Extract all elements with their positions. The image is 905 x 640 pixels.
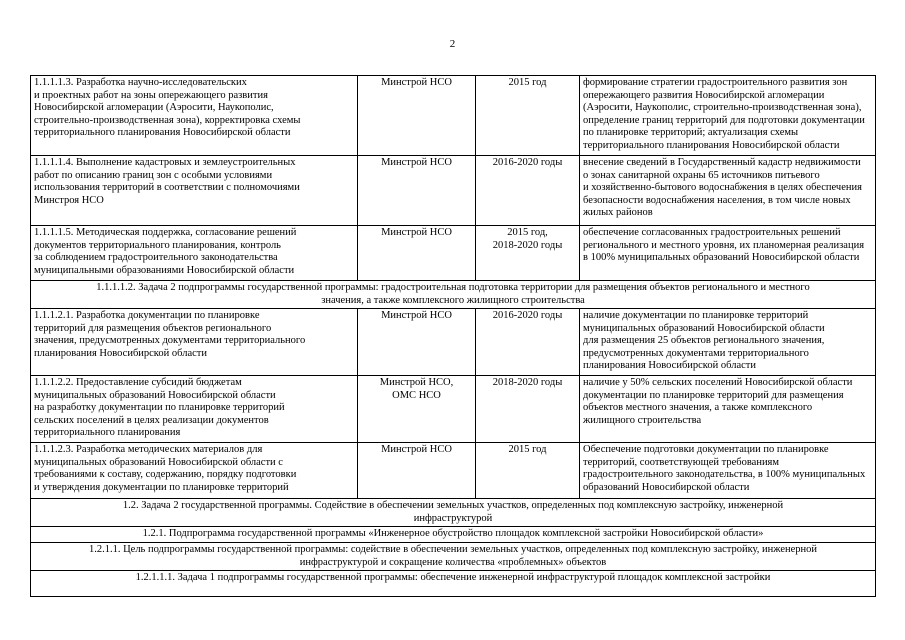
activity-cell: 1.1.1.2.1. Разработка документации по планировке территорий для размещения объектов регионального значения, предусмотренных документами территориального планирования Новосибирской области <box>31 309 358 376</box>
table-row <box>31 156 876 226</box>
result-cell: внесение сведений в Государственный кадастр недвижимости о зонах санитарной охраны 65 источников питьевого и хозяйственно-бытового водоснабжения в целях обеспечения безопасности водоснабжения населения, в том числе новых жилых районов <box>580 156 876 226</box>
executor-cell: Минстрой НСО <box>358 226 476 281</box>
table-row <box>31 376 876 443</box>
period-cell: 2018-2020 годы <box>476 376 580 443</box>
page-number: 2 <box>449 38 456 50</box>
executor-cell: Минстрой НСО, ОМС НСО <box>358 376 476 443</box>
result-cell: Обеспечение подготовки документации по планировке территорий, соответствующей требованиям градостроительного законодательства, в 100% муниципальных образований Новосибирской области <box>580 443 876 499</box>
section-heading: 1.2.1.1.1. Задача 1 подпрограммы государственной программы: обеспечение инженерной инфраструктурой площадок комплексной застройки <box>31 571 876 597</box>
result-cell: наличие документации по планировке территорий муниципальных образований Новосибирской области для размещения 25 объектов регионального значения, предусмотренных документами территориального планирования Новосибирской области <box>580 309 876 376</box>
section-heading-row <box>31 499 876 527</box>
section-heading-row <box>31 281 876 309</box>
activity-cell: 1.1.1.1.5. Методическая поддержка, согласование решений документов территориального планирования, контроль за соблюдением градостроительного законодательства муниципальными образованиями Новосибирской области <box>31 226 358 281</box>
table-row <box>31 76 876 156</box>
section-heading-row <box>31 571 876 597</box>
section-heading: 1.1.1.1.2. Задача 2 подпрограммы государственной программы: градостроительная подготовка территории для размещения объектов регионального и местного значения, а также комплексного жилищного строительства <box>31 281 876 309</box>
executor-cell: Минстрой НСО <box>358 309 476 376</box>
result-cell: формирование стратегии градостроительного развития зон опережающего развития Новосибирской агломерации (Аэросити, Наукополис, строительно-производственная зона), определение границ территорий для подготовки документации по планировке территорий; актуализация схемы территориального планирования Новосибирской области <box>580 76 876 156</box>
result-cell: наличие у 50% сельских поселений Новосибирской области документации по планировке территорий для размещения объектов местного значения, а также комплексного жилищного строительства <box>580 376 876 443</box>
executor-cell: Минстрой НСО <box>358 156 476 226</box>
section-heading-row <box>31 527 876 543</box>
executor-cell: Минстрой НСО <box>358 443 476 499</box>
section-heading: 1.2.1. Подпрограмма государственной программы «Инженерное обустройство площадок комплексной застройки Новосибирской области» <box>31 527 876 543</box>
period-cell: 2015 год <box>476 76 580 156</box>
executor-cell: Минстрой НСО <box>358 76 476 156</box>
result-cell: обеспечение согласованных градостроительных решений регионального и местного уровня, их планомерная реализация в 100% муниципальных образований Новосибирской области <box>580 226 876 281</box>
section-heading-row <box>31 543 876 571</box>
section-heading: 1.2.1.1. Цель подпрограммы государственной программы: содействие в обеспечении земельных участков, определенных под комплексную застройку, инженерной инфраструктурой и сокращение количества «проблемных» объектов <box>31 543 876 571</box>
table-row <box>31 443 876 499</box>
activity-cell: 1.1.1.1.4. Выполнение кадастровых и землеустроительных работ по описанию границ зон с особыми условиями использования территорий в соответствии с полномочиями Минстроя НСО <box>31 156 358 226</box>
program-table <box>30 75 876 597</box>
period-cell: 2016-2020 годы <box>476 309 580 376</box>
table-row <box>31 226 876 281</box>
table-row <box>31 309 876 376</box>
activity-cell: 1.1.1.1.3. Разработка научно-исследовательских и проектных работ на зоны опережающего развития Новосибирской агломерации (Аэросити, Наукополис, строительно-производственная зона), корректировка схемы территориального планирования Новосибирской области <box>31 76 358 156</box>
period-cell: 2016-2020 годы <box>476 156 580 226</box>
section-heading: 1.2. Задача 2 государственной программы. Содействие в обеспечении земельных участков, определенных под комплексную застройку, инженерной инфраструктурой <box>31 499 876 527</box>
period-cell: 2015 год <box>476 443 580 499</box>
activity-cell: 1.1.1.2.3. Разработка методических материалов для муниципальных образований Новосибирской области с требованиями к составу, содержанию, порядку подготовки и утверждения документации по планировке территорий <box>31 443 358 499</box>
activity-cell: 1.1.1.2.2. Предоставление субсидий бюджетам муниципальных образований Новосибирской области на разработку документации по планировке территорий сельских поселений в целях реализации документов территориального планирования <box>31 376 358 443</box>
period-cell: 2015 год, 2018-2020 годы <box>476 226 580 281</box>
